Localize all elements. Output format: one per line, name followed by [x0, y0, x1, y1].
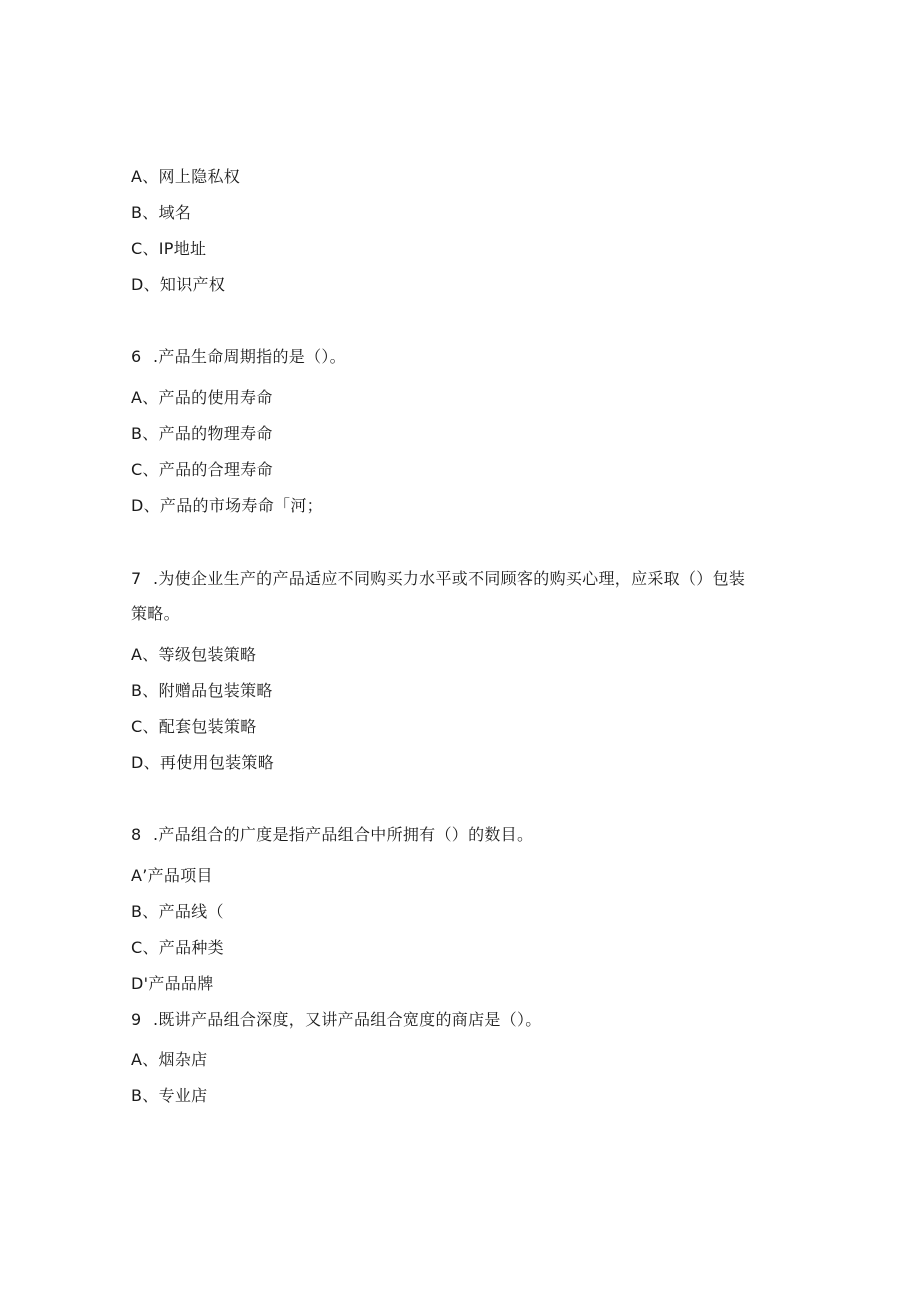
q8-option-a: A’产品项目 — [131, 866, 213, 885]
q6-option-d: D、产品的市场寿命「河； — [131, 496, 323, 515]
q5-option-b: B、域名 — [131, 203, 192, 222]
q7-option-a: A、等级包装策略 — [131, 645, 257, 664]
question-number: 9 — [131, 1010, 142, 1029]
q8-option-b: B、产品线（ — [131, 902, 224, 921]
question-text: .产品组合的广度是指产品组合中所拥有（）的数目。 — [153, 825, 534, 844]
q8-option-c: C、产品种类 — [131, 938, 224, 957]
q6-option-c: C、产品的合理寿命 — [131, 460, 273, 479]
q9-option-b: B、专业店 — [131, 1086, 208, 1105]
q9-option-a: A、烟杂店 — [131, 1050, 208, 1069]
question-7 — [131, 569, 745, 589]
q5-option-c: C、IP地址 — [131, 239, 207, 258]
question-9 — [131, 1010, 542, 1030]
q7-option-d: D、再使用包装策略 — [131, 753, 275, 772]
question-text: .既讲产品组合深度，又讲产品组合宽度的商店是（）。 — [153, 1010, 542, 1029]
question-7-continuation: 策略。 — [131, 604, 180, 623]
q5-option-a: A、网上隐私权 — [131, 167, 241, 186]
q7-option-c: C、配套包装策略 — [131, 717, 257, 736]
question-number: 7 — [131, 569, 142, 588]
question-8 — [131, 825, 533, 845]
q5-option-d: D、知识产权 — [131, 275, 226, 294]
q6-option-a: A、产品的使用寿命 — [131, 388, 273, 407]
question-number: 8 — [131, 825, 142, 844]
question-6 — [131, 347, 346, 367]
q7-option-b: B、附赠品包装策略 — [131, 681, 273, 700]
question-text: .为使企业生产的产品适应不同购买力水平或不同顾客的购买心理，应采取（）包装 — [153, 569, 746, 588]
question-number: 6 — [131, 347, 142, 366]
question-text: .产品生命周期指的是（）。 — [153, 347, 346, 366]
q6-option-b: B、产品的物理寿命 — [131, 424, 273, 443]
q8-option-d: D'产品品牌 — [131, 974, 214, 993]
